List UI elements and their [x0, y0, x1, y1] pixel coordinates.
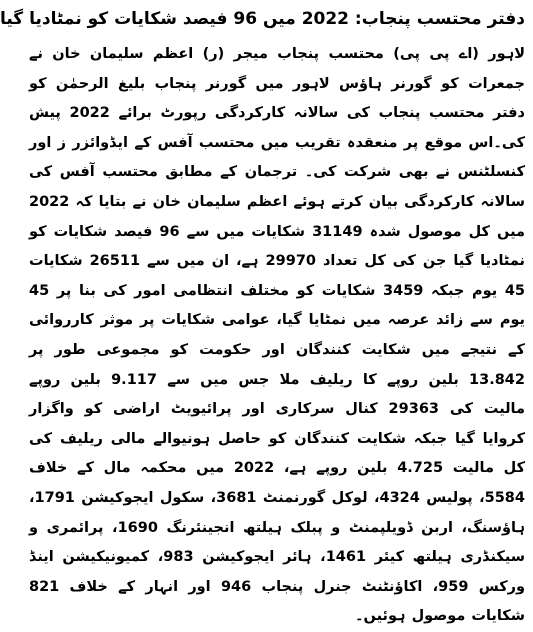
- article-body: لاہور (اے پی پی) محتسب پنجاب میجر (ر) اعظم سلیمان خان نے جمعرات کو گورنر ہاؤس لاہور میں گورنر پنجاب بلیغ الرحمٰن کو دفتر محتسب پنجاب کی سالانہ کارکردگی رپورٹ برائے 2022 پیش کی۔اس موقع پر منعقدہ تقریب میں محتسب آفس کے ایڈوائزر ز اور کنسلٹنس نے بھی شرکت کی۔ ترجمان کے مطابق محتسب آفس کی سالانہ کارکردگی بیان کرتے ہوئے اعظم سلیمان خان نے بتایا کہ 2022 میں کل موصول شدہ 31149 شکایات میں سے 96 فیصد شکایات کو نمٹادیا گیا جن کی کل تعداد 29970 ہے، ان میں سے 26511 شکایات 45 یوم جبکہ 3459 شکایات کو مختلف انتظامی امور کی بنا پر 45 یوم سے زائد عرصہ میں نمٹایا گیا، عوامی شکایات پر موثر کارروائی کے نتیجے میں شکایت کنندگان اور حکومت کو مجموعی طور پر 13.842 بلین روپے کا ریلیف ملا جس میں سے 9.117 بلین روپے مالیت کی 29363 کنال سرکاری اور پرائیویٹ اراضی کو واگزار کروایا گیا جبکہ شکایت کنندگان کو حاصل ہونیوالے مالی ریلیف کی کل مالیت 4.725 بلین روپے ہے، 2022 میں محکمہ مال کے خلاف 5584، پولیس 4324، لوکل گورنمنٹ 3681، سکول ایجوکیشن 1791، ہاؤسنگ، اربن ڈویلپمنٹ و پبلک ہیلتھ انجینئرنگ 1690، پرائمری و سیکنڈری ہیلتھ کیئر 1461، ہائر ایجوکیشن 983، کمیونیکیشن اینڈ ورکس 959، اکاؤنٹنٹ جنرل پنجاب 946 اور انہار کے خلاف 821 شکایات موصول ہوئیں۔: [29, 46, 526, 625]
- article-headline: دفتر محتسب پنجاب: 2022 میں 96 فیصد شکایات کو نمٹادیا گیا: [0, 9, 525, 29]
